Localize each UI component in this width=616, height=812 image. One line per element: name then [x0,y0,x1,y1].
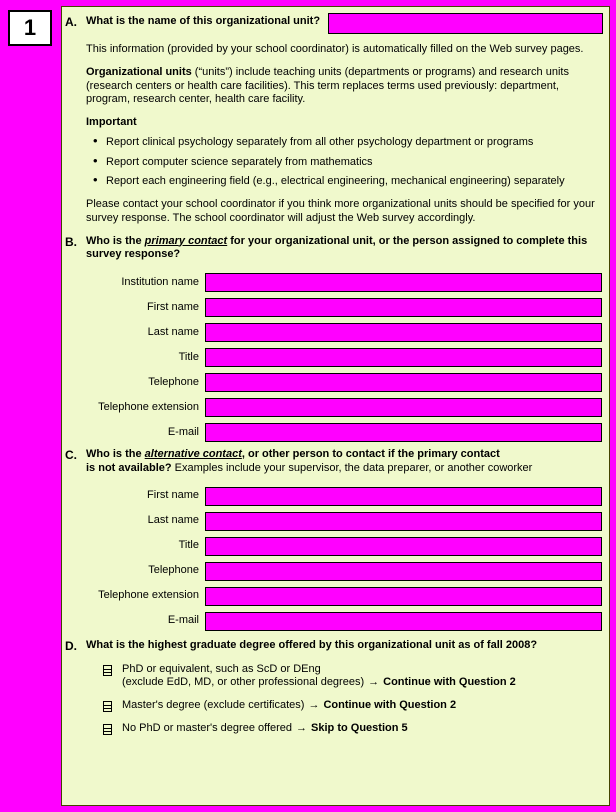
question-example-text: Examples include your supervisor, the data preparer, or another coworker [171,461,533,474]
option-action: Continue with Question 2 [323,699,457,711]
org-units-definition: (“units”) include teaching units (departments or programs) and research units (research centers or health care facilities). This term replaces terms used previously: department, program, research center, health care facility. [86,65,569,106]
option-label: Master's degree (exclude certificates) [122,699,305,711]
field-row [65,487,603,506]
field-row [65,612,603,631]
field-label: Telephone extension [98,400,199,413]
field-row [65,273,603,292]
option-label: PhD or equivalent, such as ScD or DEng [122,662,321,675]
degree-options [103,663,603,736]
field-row [65,537,603,556]
primary-last-name-input[interactable] [205,323,602,342]
section-a-question: What is the name of this organizational unit? [86,15,321,27]
question-text: for your organizational unit, or the person assigned to complete this survey response? [86,234,588,261]
degree-option-none [103,722,603,736]
option-text [122,699,456,713]
primary-telephone-input[interactable] [205,373,602,392]
bullet-item: • Report each engineering field (e.g., electrical engineering, mechanical engineering) separately [93,175,601,189]
field-row [65,323,603,342]
info-paragraph: This information (provided by your school coordinator) is automatically filled on the Web survey pages. [86,43,584,55]
primary-contact-term: primary contact [144,234,228,247]
section-c-letter: C. [65,448,77,462]
alt-email-input[interactable] [205,612,602,631]
alt-telephone-ext-input[interactable] [205,587,602,606]
arrow-icon: → [308,699,320,711]
field-label: First name [147,489,199,502]
alt-title-input[interactable] [205,537,602,556]
institution-name-input[interactable] [205,273,602,292]
field-label: Telephone extension [98,589,199,602]
field-label: Telephone [148,564,199,577]
alternative-contact-term: alternative contact [144,448,242,460]
field-label: Title [178,539,199,552]
org-unit-name-input[interactable] [328,13,603,34]
question-text: is not available? [86,461,172,474]
section-a-body [86,43,601,226]
degree-option-phd [103,663,603,691]
field-row [65,587,603,606]
question-text: , or other person to contact if the primary contact [241,448,500,460]
important-bullets [93,136,601,189]
section-a-letter: A. [65,15,77,29]
phd-checkbox[interactable] [103,665,112,676]
section-b-letter: B. [65,234,77,249]
field-label: E-mail [167,614,199,627]
primary-title-input[interactable] [205,348,602,367]
field-label: Last name [147,514,199,527]
page-number: 1 [8,10,52,46]
important-label: Important [86,116,137,128]
field-label: E-mail [167,425,199,438]
option-text [122,663,516,691]
section-c-question [86,448,603,476]
degree-option-masters [103,699,603,713]
bullet-item: • Report computer science separately from mathematics [93,156,601,170]
field-label: Institution name [121,275,199,288]
field-label: Last name [147,325,199,338]
field-row [65,373,603,392]
alt-telephone-input[interactable] [205,562,602,581]
primary-email-input[interactable] [205,423,602,442]
option-text [122,722,408,736]
section-a-header [65,15,603,34]
coordinator-paragraph: Please contact your school coordinator if you think more organizational units should be specified for your survey response. The school coordinator will adjust the Web survey accordingly. [86,198,595,224]
section-b-question [86,235,603,263]
section-d-header [65,639,603,654]
form-panel [61,6,610,806]
primary-telephone-ext-input[interactable] [205,398,602,417]
field-row [65,398,603,417]
no-degree-checkbox[interactable] [103,724,112,735]
field-row [65,423,603,442]
field-label: Title [178,350,199,363]
option-label-line2: (exclude EdD, MD, or other professional degrees) [122,676,365,689]
arrow-icon: → [368,676,380,689]
alt-last-name-input[interactable] [205,512,602,531]
section-d-letter: D. [65,638,77,653]
field-label: First name [147,300,199,313]
primary-contact-fields [65,273,603,442]
org-units-term: Organizational units [86,65,192,78]
section-d-question: What is the highest graduate degree offered by this organizational unit as of fall 2008? [86,638,538,651]
org-units-paragraph [86,66,601,107]
primary-first-name-input[interactable] [205,298,602,317]
field-row [65,298,603,317]
question-text: Who is the [86,234,145,247]
section-c-header [65,448,603,476]
field-row [65,348,603,367]
alternative-contact-fields [65,487,603,631]
option-action: Continue with Question 2 [383,676,516,689]
question-text: Who is the [86,448,145,460]
field-row [65,512,603,531]
field-label: Telephone [148,375,199,388]
arrow-icon: → [296,721,308,734]
bullet-item: • Report clinical psychology separately from all other psychology department or programs [93,136,601,150]
section-b-header [65,235,603,263]
option-label: No PhD or master's degree offered [122,721,293,734]
masters-checkbox[interactable] [103,701,112,712]
field-row [65,562,603,581]
option-action: Skip to Question 5 [311,721,408,734]
alt-first-name-input[interactable] [205,487,602,506]
